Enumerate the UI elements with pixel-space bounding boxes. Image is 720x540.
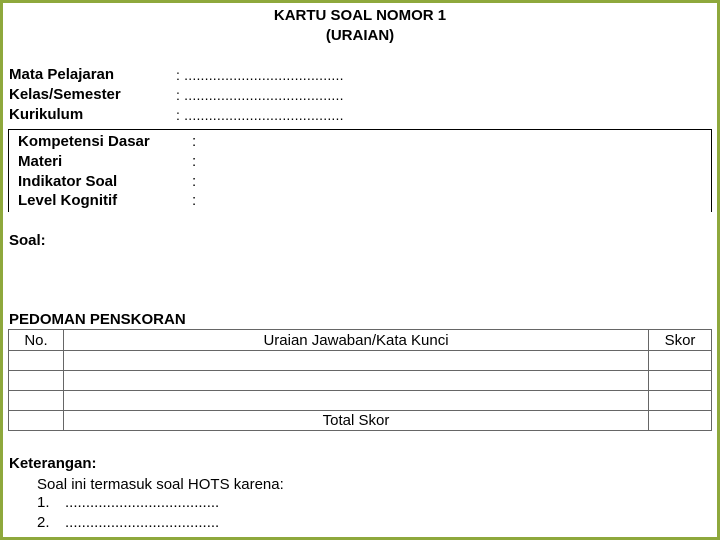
competency-colon-kd: :	[192, 133, 197, 150]
notes-item-number: 1.	[37, 494, 50, 511]
column-header-no: No.	[9, 330, 64, 351]
table-cell	[64, 351, 649, 371]
notes-item-dots: .....................................	[65, 494, 220, 511]
column-header-score: Skor	[649, 330, 712, 351]
table-cell	[9, 411, 64, 431]
table-row	[9, 371, 712, 391]
card-title: KARTU SOAL NOMOR 1	[273, 7, 447, 24]
table-cell	[649, 391, 712, 411]
info-value-class: : .......................................	[176, 87, 344, 103]
competency-label-level: Level Kognitif	[18, 192, 118, 209]
table-row	[9, 391, 712, 411]
table-cell	[64, 391, 649, 411]
soal-label: Soal:	[9, 232, 46, 249]
column-header-answer: Uraian Jawaban/Kata Kunci	[64, 330, 649, 351]
info-label-subject: Mata Pelajaran	[9, 66, 115, 83]
info-value-subject: : .......................................	[176, 67, 344, 83]
competency-label-kd: Kompetensi Dasar	[18, 133, 150, 150]
info-label-class: Kelas/Semester	[9, 86, 121, 103]
table-cell	[649, 371, 712, 391]
competency-colon-indikator: :	[192, 173, 197, 190]
competency-label-materi: Materi	[18, 153, 63, 170]
table-cell	[9, 371, 64, 391]
total-row	[9, 411, 712, 431]
notes-item-number: 2.	[37, 514, 50, 531]
card-subtitle: (URAIAN)	[325, 27, 395, 44]
notes-item-dots: .....................................	[65, 514, 220, 531]
notes-heading: Keterangan:	[9, 455, 97, 472]
competency-box	[8, 129, 712, 212]
table-cell	[9, 351, 64, 371]
total-score-label: Total Skor	[64, 411, 649, 431]
table-header-row	[9, 330, 712, 351]
info-value-curriculum: : .......................................	[176, 107, 344, 123]
table-cell	[64, 371, 649, 391]
info-label-curriculum: Kurikulum	[9, 106, 84, 123]
competency-colon-materi: :	[192, 153, 197, 170]
total-score-value	[649, 411, 712, 431]
competency-label-indikator: Indikator Soal	[18, 173, 118, 190]
scoring-heading: PEDOMAN PENSKORAN	[9, 311, 186, 328]
table-cell	[649, 351, 712, 371]
table-cell	[9, 391, 64, 411]
scoring-table	[8, 329, 712, 431]
competency-colon-level: :	[192, 192, 197, 209]
table-row	[9, 351, 712, 371]
notes-line: Soal ini termasuk soal HOTS karena:	[37, 476, 284, 493]
